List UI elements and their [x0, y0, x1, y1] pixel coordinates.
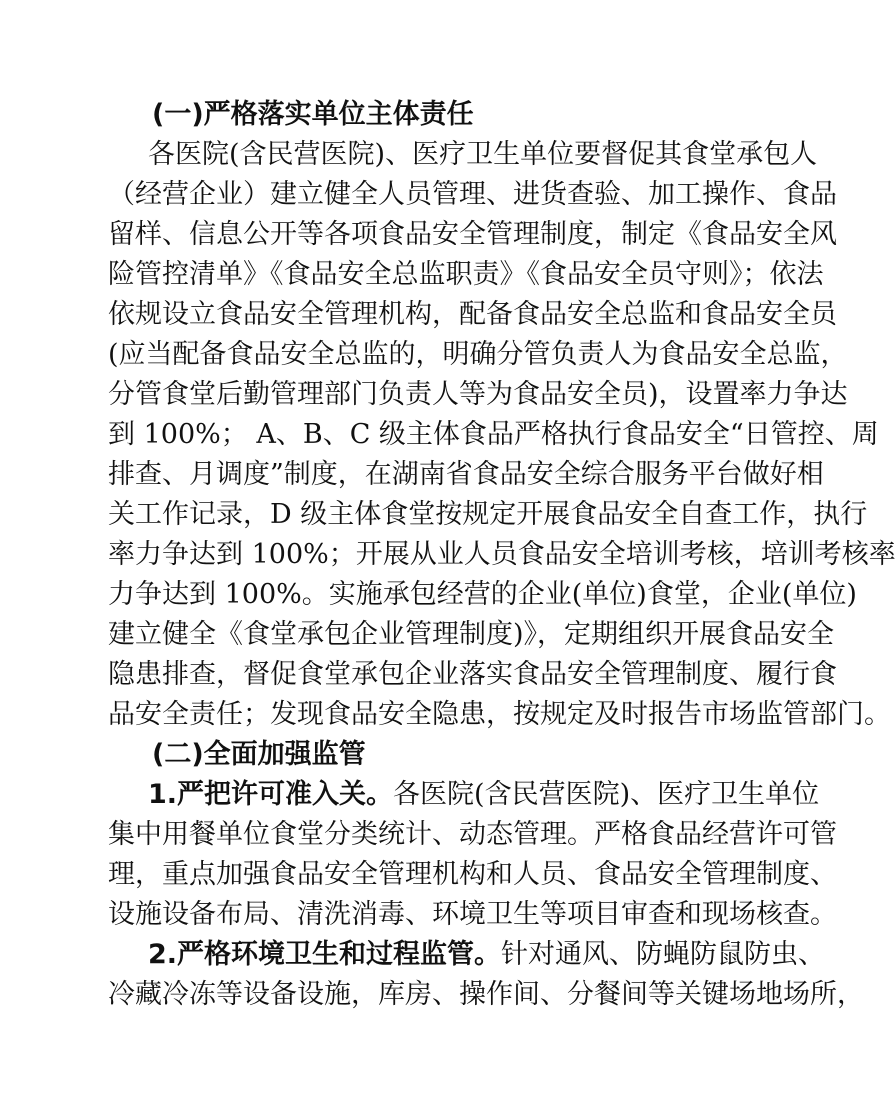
section1-heading: (一)严格落实单位主体责任 — [152, 99, 474, 130]
item2-title: 2.严格环境卫生和过程监管。 — [148, 939, 502, 970]
text-line: 集中用餐单位食堂分类统计、动态管理。严格食品经营许可管 — [108, 819, 837, 850]
text-line: 隐患排查，督促食堂承包企业落实食品安全管理制度、履行食 — [108, 659, 837, 690]
document-page — [108, 95, 896, 1015]
text-line: 各医院(含民营医院)、医疗卫生单位要督促其食堂承包人 — [148, 139, 818, 170]
text-line: 留样、信息公开等各项食品安全管理制度，制定《食品安全风 — [108, 219, 837, 250]
text-line: 品安全责任；发现食品安全隐患，按规定及时报告市场监管部门。 — [108, 699, 891, 730]
item1-first-text: 各医院(含民营医院)、医疗卫生单位 — [393, 779, 820, 810]
item1-first-line — [108, 775, 820, 815]
text-line: 率力争达到 100%；开展从业人员食品安全培训考核，培训考核率 — [108, 539, 896, 570]
text-line: (应当配备食品安全总监的，明确分管负责人为食品安全总监， — [108, 339, 848, 370]
text-line: 分管食堂后勤管理部门负责人等为食品安全员)，设置率力争达 — [108, 379, 848, 410]
section1-paragraph — [108, 135, 896, 735]
text-line: 排查、月调度”制度，在湖南省食品安全综合服务平台做好相 — [108, 459, 824, 490]
text-line: 力争达到 100%。实施承包经营的企业(单位)食堂，企业(单位) — [108, 579, 857, 610]
text-line: （经营企业）建立健全人员管理、进货查验、加工操作、食品 — [108, 179, 837, 210]
text-line: 设施设备布局、清洗消毒、环境卫生等项目审查和现场核查。 — [108, 899, 837, 930]
text-line: 险管控清单》《食品安全总监职责》《食品安全员守则》；依法 — [108, 259, 824, 290]
text-line: 到 100%； A、B、C 级主体食品严格执行食品安全“日管控、周 — [108, 419, 879, 450]
text-line: 理，重点加强食品安全管理机构和人员、食品安全管理制度、 — [108, 859, 837, 890]
text-line: 建立健全《食堂承包企业管理制度)》，定期组织开展食品安全 — [108, 619, 835, 650]
item2-paragraph — [108, 975, 864, 1015]
text-line: 关工作记录，D 级主体食堂按规定开展食品安全自查工作，执行 — [108, 499, 868, 530]
section2-heading: (二)全面加强监管 — [152, 739, 366, 770]
item1-paragraph — [108, 815, 837, 935]
item1-title: 1.严把许可准入关。 — [148, 779, 394, 810]
text-line: 依规设立食品安全管理机构，配备食品安全总监和食品安全员 — [108, 299, 837, 330]
item2-first-text: 针对通风、防蝇防鼠防虫、 — [501, 939, 826, 970]
item2-first-line — [108, 935, 826, 975]
text-line: 冷藏冷冻等设备设施，库房、操作间、分餐间等关键场地场所， — [108, 979, 864, 1010]
